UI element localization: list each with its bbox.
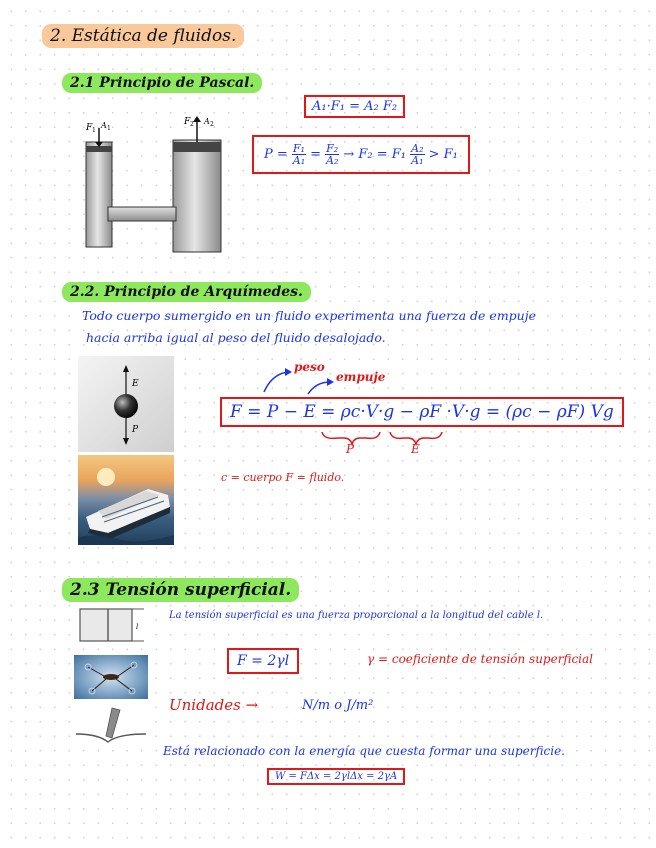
arquimedes-line-1: Todo cuerpo sumergido en un fluido experimenta una fuerza de empuje: [82, 308, 536, 323]
pascal-frac-2: $\frac{\text{F₂}}{\text{A₂}}$: [326, 142, 339, 167]
brace-label-e: E: [411, 442, 420, 456]
pascal-label-a2: A: [204, 117, 210, 126]
work-formula: W = FΔx = 2γlΔx = 2γA: [267, 768, 405, 785]
pascal-heading: 2.1 Principio de Pascal.: [62, 73, 262, 93]
svg-text:2: 2: [210, 121, 214, 128]
sphere-label-e: E: [132, 379, 139, 389]
pascal-label-a1: A: [101, 121, 107, 130]
water-strider-image: [74, 655, 148, 699]
units-label: Unidades →: [169, 696, 259, 714]
wire-label-l: l: [136, 623, 139, 631]
sphere-label-p: P: [132, 425, 139, 435]
svg-text:2: 2: [190, 121, 194, 128]
arquimedes-statement: [82, 305, 642, 349]
pascal-frac-1: $\frac{\text{F₁}}{\text{A₁}}$: [292, 142, 306, 167]
submerged-sphere-image: [78, 356, 174, 452]
pascal-eq-sign: =: [310, 147, 322, 162]
archimedes-equation: F = P − E = ρc·V·g − ρF ·V·g = (ρc − ρF) Vg: [220, 397, 624, 427]
wire-frame-figure: [74, 604, 148, 646]
pascal-label-f1: F: [86, 123, 93, 133]
pascal-frac-3: $\frac{\text{A₂}}{\text{A₁}}$: [411, 142, 424, 167]
pascal-equation-pressure: [252, 135, 470, 174]
surface-deformation-figure: [74, 704, 148, 746]
pascal-p-label: P =: [264, 147, 288, 162]
units-value: N/m o J/m²: [302, 698, 374, 713]
pascal-press-figure: [78, 112, 228, 262]
section-title: 2. Estática de fluidos.: [42, 24, 244, 48]
energy-statement: Está relacionado con la energía que cuesta formar una superficie.: [163, 744, 565, 758]
equation-braces: [318, 428, 448, 448]
arquimedes-line-2: hacia arriba igual al peso del fluido desalojado.: [86, 330, 386, 345]
arquimedes-heading: 2.2. Principio de Arquímedes.: [62, 282, 311, 302]
empuje-label: empuje: [336, 370, 386, 384]
peso-label: peso: [294, 360, 325, 374]
pascal-label-f2: F: [184, 117, 191, 127]
pascal-equation-areas: A₁·F₁ = A₂ F₂: [304, 95, 405, 118]
pascal-tail: > F₁: [428, 147, 458, 162]
tension-formula: F = 2γl: [227, 648, 299, 674]
svg-text:1: 1: [92, 127, 96, 134]
archimedes-legend: c = cuerpo F = fluido.: [221, 471, 345, 484]
brace-label-p: P: [346, 442, 355, 456]
svg-text:1: 1: [107, 125, 111, 132]
tension-heading: 2.3 Tensión superficial.: [62, 578, 299, 602]
pascal-arrow-text: → F₂ = F₁: [343, 147, 406, 162]
tension-definition: La tensión superficial es una fuerza proporcional a la longitud del cable l.: [169, 610, 544, 621]
cruise-ship-image: [78, 455, 174, 545]
gamma-definition: γ = coeficiente de tensión superficial: [367, 652, 594, 666]
